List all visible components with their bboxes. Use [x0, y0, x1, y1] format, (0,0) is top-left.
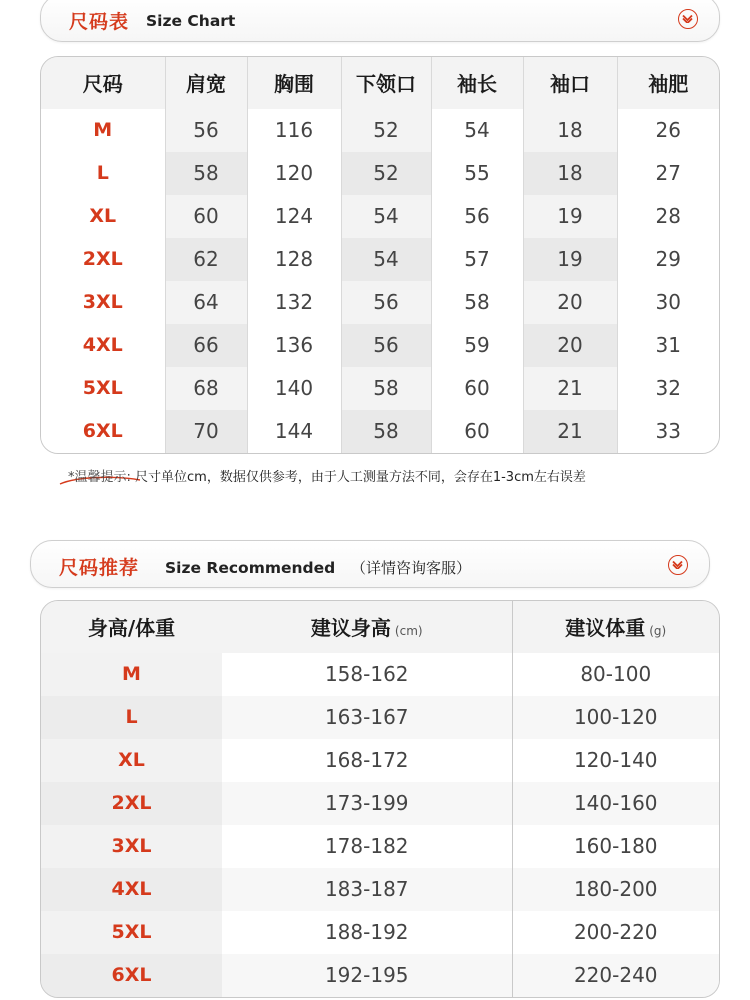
size-chart-header-row	[41, 57, 719, 109]
size-chart-cell: 54	[431, 109, 523, 152]
size-chart-cell: 58	[165, 152, 247, 195]
size-chart-cell: 29	[617, 238, 719, 281]
size-chart-cell: 54	[341, 238, 431, 281]
size-label: M	[122, 663, 141, 686]
size-chart-cell: 20	[523, 281, 617, 324]
size-label: 2XL	[41, 782, 222, 825]
size-recommended-cell: 100-120	[512, 696, 719, 739]
size-recommended-row	[41, 825, 719, 868]
size-chart-banner[interactable]	[40, 0, 720, 42]
size-chart-cell: 60	[431, 410, 523, 453]
measurement-tip	[68, 466, 586, 485]
size-chart-cell: 56	[165, 109, 247, 152]
size-recommended-row	[41, 911, 719, 954]
size-recommended-cell: 178-182	[222, 825, 512, 868]
header-label: 建议身高	[310, 616, 391, 641]
size-label: 6XL	[41, 410, 165, 453]
size-chart-cell: 58	[341, 410, 431, 453]
size-chart-cell: 66	[165, 324, 247, 367]
size-recommended-subtitle: Size Recommended	[165, 559, 336, 577]
size-chart-header-cell: 肩宽	[165, 57, 247, 109]
size-chart-row	[41, 152, 719, 195]
size-chart-cell: 33	[617, 410, 719, 453]
size-chart-cell: 56	[341, 281, 431, 324]
size-recommended-table	[40, 600, 720, 998]
size-chart-cell: 58	[341, 367, 431, 410]
size-chart-cell: 21	[523, 367, 617, 410]
size-recommended-cell: 200-220	[512, 911, 719, 954]
size-chart-cell: 30	[617, 281, 719, 324]
size-label: XL	[41, 195, 165, 238]
size-label: 3XL	[41, 281, 165, 324]
size-chart-row	[41, 238, 719, 281]
size-recommended-row	[41, 954, 719, 997]
size-recommended-note: （详情咨询客服）	[351, 559, 472, 577]
size-chart-cell: 60	[431, 367, 523, 410]
size-recommended-title: 尺码推荐	[59, 557, 140, 579]
size-chart-table	[40, 56, 720, 454]
tip-label: *温馨提示:	[68, 470, 131, 485]
size-chart-cell: 27	[617, 152, 719, 195]
size-chart-cell: 60	[165, 195, 247, 238]
size-chart-header-cell: 袖长	[431, 57, 523, 109]
size-chart-cell: 56	[431, 195, 523, 238]
size-label: 5XL	[41, 367, 165, 410]
header-unit: (g)	[649, 624, 667, 639]
size-chart-cell: 116	[247, 109, 341, 152]
size-recommended-cell: 183-187	[222, 868, 512, 911]
size-recommended-row	[41, 782, 719, 825]
size-label: 6XL	[41, 954, 222, 997]
size-chart-row	[41, 109, 719, 152]
size-chart-row	[41, 367, 719, 410]
size-recommended-row	[41, 868, 719, 911]
size-chart-row	[41, 281, 719, 324]
size-label: 3XL	[111, 835, 152, 858]
size-label: L	[41, 152, 165, 195]
size-recommended-cell: 180-200	[512, 868, 719, 911]
size-chart-cell: 136	[247, 324, 341, 367]
size-recommended-row	[41, 696, 719, 739]
size-label: 4XL	[41, 868, 222, 911]
size-recommended-cell: 168-172	[222, 739, 512, 782]
size-recommended-cell: 173-199	[222, 782, 512, 825]
size-label: 5XL	[111, 921, 152, 944]
size-recommended-header-row	[41, 601, 719, 653]
size-chart-cell: 28	[617, 195, 719, 238]
header-label: 建议体重	[565, 616, 646, 641]
size-chart-header-cell: 下领口	[341, 57, 431, 109]
size-recommended-cell: 220-240	[512, 954, 719, 997]
size-label: 4XL	[41, 324, 165, 367]
size-recommended-cell: 160-180	[512, 825, 719, 868]
size-chart-cell: 18	[523, 152, 617, 195]
size-chart-header-cell: 胸围	[247, 57, 341, 109]
size-chart-cell: 68	[165, 367, 247, 410]
size-chart-cell: 120	[247, 152, 341, 195]
size-chart-row	[41, 410, 719, 453]
size-label: M	[41, 109, 165, 152]
size-recommended-cell: 80-100	[512, 653, 719, 696]
size-recommended-cell: 140-160	[512, 782, 719, 825]
size-chart-header-cell: 尺码	[41, 57, 165, 109]
size-chart-cell: 57	[431, 238, 523, 281]
size-recommended-header-cell	[222, 601, 512, 653]
size-chart-header-cell: 袖肥	[617, 57, 719, 109]
size-chart-cell: 56	[341, 324, 431, 367]
size-chart-cell: 58	[431, 281, 523, 324]
size-chart-row	[41, 195, 719, 238]
size-chart-cell: 128	[247, 238, 341, 281]
size-chart-cell: 52	[341, 109, 431, 152]
size-chart-header-cell: 袖口	[523, 57, 617, 109]
size-recommended-header-cell	[41, 601, 222, 653]
size-recommended-cell: 163-167	[222, 696, 512, 739]
size-chart-row	[41, 324, 719, 367]
size-chart-cell: 21	[523, 410, 617, 453]
size-chart-cell: 59	[431, 324, 523, 367]
size-chart-cell: 20	[523, 324, 617, 367]
chevron-down-icon[interactable]	[678, 9, 698, 29]
size-chart-cell: 70	[165, 410, 247, 453]
header-label: 身高/体重	[87, 616, 176, 641]
size-label: XL	[118, 749, 145, 772]
size-chart-subtitle: Size Chart	[146, 12, 236, 30]
size-chart-cell: 32	[617, 367, 719, 410]
size-recommended-cell: 188-192	[222, 911, 512, 954]
size-chart-cell: 140	[247, 367, 341, 410]
size-chart-cell: 31	[617, 324, 719, 367]
size-chart-cell: 52	[341, 152, 431, 195]
size-recommended-row	[41, 653, 719, 696]
size-chart-cell: 144	[247, 410, 341, 453]
size-recommended-cell: 120-140	[512, 739, 719, 782]
size-chart-cell: 132	[247, 281, 341, 324]
size-chart-cell: 124	[247, 195, 341, 238]
size-chart-cell: 64	[165, 281, 247, 324]
tip-text: 尺寸单位cm，数据仅供参考，由于人工测量方法不同，会存在1-3cm左右误差	[135, 470, 586, 485]
size-chart-cell: 18	[523, 109, 617, 152]
size-recommended-cell: 192-195	[222, 954, 512, 997]
chevron-down-icon[interactable]	[668, 555, 688, 575]
size-label: 2XL	[41, 238, 165, 281]
size-label: L	[41, 696, 222, 739]
size-chart-cell: 55	[431, 152, 523, 195]
size-recommended-row	[41, 739, 719, 782]
size-recommended-header-cell	[512, 601, 719, 653]
size-recommended-cell: 158-162	[222, 653, 512, 696]
size-chart-cell: 54	[341, 195, 431, 238]
size-chart-title: 尺码表	[69, 11, 130, 33]
size-recommended-banner[interactable]	[30, 540, 710, 588]
size-chart-cell: 62	[165, 238, 247, 281]
size-chart-cell: 19	[523, 238, 617, 281]
size-chart-cell: 26	[617, 109, 719, 152]
header-unit: (cm)	[394, 624, 423, 639]
size-chart-cell: 19	[523, 195, 617, 238]
